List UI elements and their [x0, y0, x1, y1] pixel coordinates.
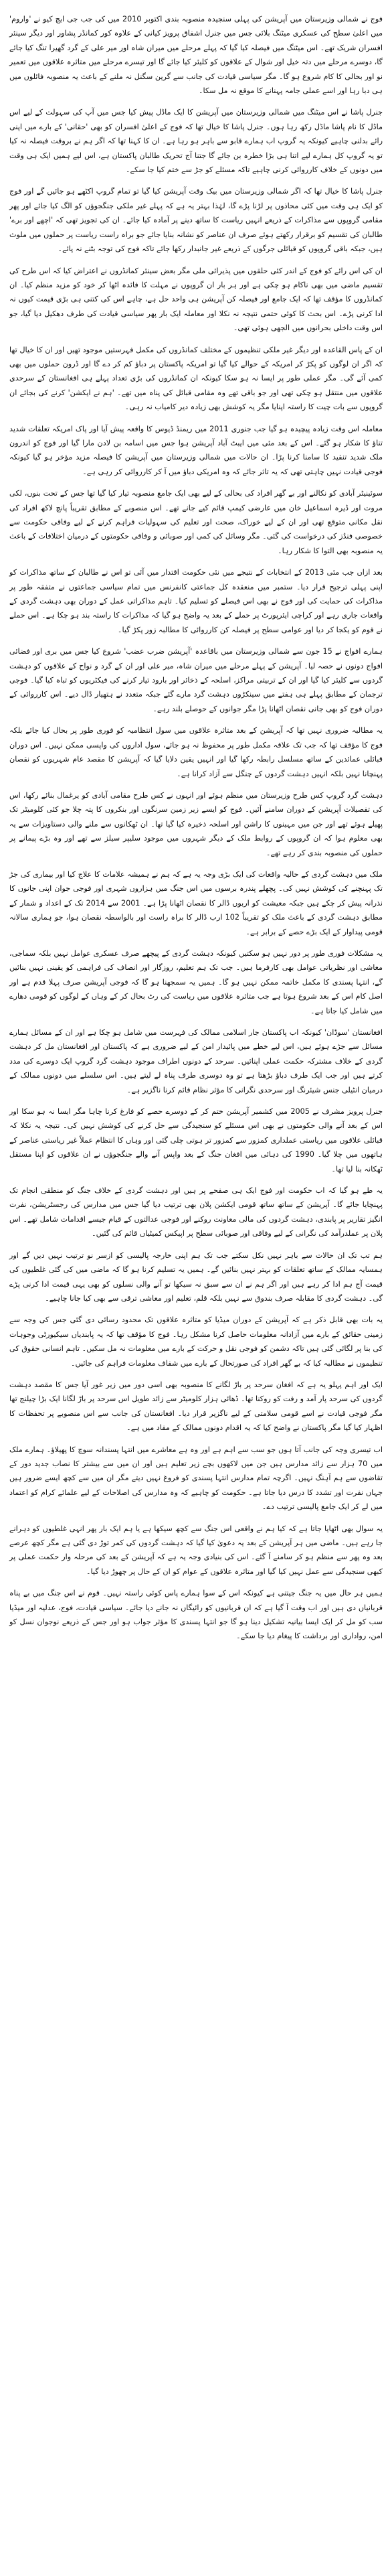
paragraph-13: یہ مشکلات فوری طور پر دور نہیں ہو سکتیں کیونکہ دہشت گردی کے پیچھے صرف عسکری عوامل نہیں بلکہ سماجی، معاشی اور نظریاتی عوامل بھی کارفرما ہیں۔ جب تک ہم تعلیم، روزگار اور انصاف کی فراہمی کو یقینی نہیں بنائیں گے، انتہا پسندی کا مکمل خاتمہ ممکن نہیں ہو گا۔ ہمیں یہ سمجھنا ہو گا کہ فوجی آپریشن صرف پہلا قدم ہے اور اصل کام اس کے بعد شروع ہوتا ہے جب متاثرہ علاقوں میں ریاست کی رٹ بحال کر کے وہاں کے لوگوں کو قومی دھارے میں شامل کیا جاتا ہے۔ — [9, 948, 383, 1015]
paragraph-16: یہ طے ہو گیا کہ اب حکومت اور فوج ایک ہی صفحے پر ہیں اور دہشت گردی کے خلاف جنگ کو منطقی انجام تک پہنچایا جائے گا۔ آپریشن کے ساتھ ساتھ قومی ایکشن پلان بھی ترتیب دیا گیا جس میں مدارس کی رجسٹریشن، نفرت انگیز تقاریر پر پابندی، دہشت گردوں کی مالی معاونت روکنے اور فوجی عدالتوں کے قیام جیسے اقدامات شامل تھے۔ اس پلان پر عملدرآمد کی نگرانی کے لیے وفاقی اور صوبائی سطح پر اپیکس کمیٹیاں قائم کی گئیں۔ — [9, 1186, 383, 1238]
paragraph-4: ان کی اس رائے کو فوج کے اندر کئی حلقوں میں پذیرائی ملی مگر بعض سینئر کمانڈروں نے اعتراض کیا کہ اس طرح کی تقسیم ماضی میں بھی ناکام ہو چکی ہے اور ہر بار ان گروپوں نے مہلت کا فائدہ اٹھا کر خود کو مزید منظم کیا۔ ان کمانڈروں کا مؤقف تھا کہ ایک جامع اور فیصلہ کن آپریشن ہی واحد حل ہے، چاہے اس کی کتنی ہی بڑی قیمت کیوں نہ ادا کرنی پڑے۔ اس بحث کا کوئی حتمی نتیجہ نہ نکلا اور معاملہ ایک بار پھر سیاسی قیادت کی طرف دھکیل دیا گیا، جو اس وقت داخلی بحرانوں میں الجھی ہوئی تھی۔ — [9, 266, 383, 333]
article-body — [9, 12, 383, 1644]
paragraph-5: ان کے پاس القاعدہ اور دیگر غیر ملکی تنظیموں کے مختلف کمانڈروں کی مکمل فہرستیں موجود تھیں اور ان کا خیال تھا کہ اگر ان لوگوں کو پکڑ کر امریکہ کے حوالے کیا گیا تو امریکہ پاکستان پر دباؤ کم کر دے گا اور ڈرون حملوں میں بھی کمی آئے گی۔ مگر عملی طور پر ایسا نہ ہو سکا کیونکہ ان کمانڈروں کی بڑی تعداد پہلے ہی افغانستان کے سرحدی علاقوں میں منتقل ہو چکی تھی اور جو باقی تھے وہ مقامی قبائل کی پناہ میں تھے۔ 'ہم نے ایکشن' کرنے کی بجائے ان گروپوں سے بات چیت کا راستہ اپنایا مگر یہ کوشش بھی زیادہ دیر کامیاب نہ رہی۔ — [9, 345, 383, 412]
paragraph-22: ہمیں ہر حال میں یہ جنگ جیتنی ہے کیونکہ اس کے سوا ہمارے پاس کوئی راستہ نہیں۔ قوم نے اس جنگ میں بے پناہ قربانیاں دی ہیں اور اب وقت آ گیا ہے کہ ان قربانیوں کو رائیگاں نہ جانے دیا جائے۔ سیاسی قیادت، فوج، عدلیہ اور میڈیا سب کو مل کر ایک ایسا بیانیہ تشکیل دینا ہو گا جو انتہا پسندی کا مؤثر جواب ہو اور جس کے ذریعے نوجوان نسل کو امن، رواداری اور برداشت کا پیغام دیا جا سکے۔ — [9, 1589, 383, 1641]
paragraph-14: افغانستان 'سوڈان' کیونکہ اب پاکستان جار اسلامی ممالک کی فہرست میں شامل ہو چکا ہے اور ان کے مسائل ہمارے مسائل سے جڑے ہوئے ہیں، اس لیے خطے میں پائیدار امن کے لیے ضروری ہے کہ پاکستان اور افغانستان مل کر دہشت گردی کے خلاف مشترکہ حکمت عملی اپنائیں۔ سرحد کے دونوں اطراف موجود دہشت گرد گروپ ایک دوسرے کی مدد کرتے ہیں اور جب ایک طرف دباؤ بڑھتا ہے تو وہ دوسری طرف پناہ لے لیتے ہیں۔ اس سلسلے میں دونوں ممالک کے درمیان انٹیلی جنس شیئرنگ اور سرحدی نگرانی کا مؤثر نظام قائم کرنا ناگزیر ہے۔ — [9, 1028, 383, 1094]
paragraph-8: بعد ازاں جب مئی 2013 کے انتخابات کے نتیجے میں نئی حکومت اقتدار میں آئی تو اس نے طالبان کے ساتھ مذاکرات کو اپنی پہلی ترجیح قرار دیا۔ ستمبر میں منعقدہ کل جماعتی کانفرنس میں تمام سیاسی جماعتوں نے متفقہ طور پر مذاکرات کی حمایت کی اور فوج نے بھی اس فیصلے کو تسلیم کیا۔ تاہم مذاکراتی عمل کے دوران بھی دہشت گردی کے واقعات جاری رہے اور کراچی ایئرپورٹ پر حملے کے بعد یہ واضح ہو گیا کہ مذاکرات کا راستہ بند ہو چکا ہے۔ اس حملے نے قوم کو یکجا کر دیا اور عوامی سطح پر فیصلہ کن کارروائی کا مطالبہ زور پکڑ گیا۔ — [9, 568, 383, 634]
paragraph-3: جنرل پاشا کا خیال تھا کہ اگر شمالی وزیرستان میں بیک وقت آپریشن کیا گیا تو تمام گروپ اکٹھے ہو جائیں گے اور فوج کو ایک ہی وقت میں کئی محاذوں پر لڑنا پڑے گا، لہٰذا بہتر یہ ہے کہ پہلے غیر ملکی جنگجوؤں کو الگ کیا جائے اور پھر مقامی گروپوں سے مذاکرات کے ذریعے انہیں ریاست کا ساتھ دینے پر آمادہ کیا جائے۔ ان کی تجویز تھی کہ 'اچھے اور برے' طالبان کی تقسیم کو برقرار رکھتے ہوئے صرف ان عناصر کو نشانہ بنایا جائے جو براہ راست ریاست پر حملوں میں ملوث ہیں، جبکہ باقی گروپوں کو قبائلی جرگوں کے ذریعے غیر جانبدار رکھا جائے تاکہ فوج کی توجہ بٹنے نہ پائے۔ — [9, 187, 383, 254]
paragraph-11: دہشت گرد گروپ کس طرح وزیرستان میں منظم ہوئے اور انہوں نے کس طرح مقامی آبادی کو یرغمال بنائے رکھا، اس کی تفصیلات آپریشن کے دوران سامنے آئیں۔ فوج کو ایسے زیر زمین سرنگوں اور بنکروں کا پتہ چلا جو کئی کلومیٹر تک پھیلے ہوئے تھے اور جن میں مہینوں کا راشن اور اسلحہ ذخیرہ کیا گیا تھا۔ ان ٹھکانوں سے ملنے والی دستاویزات سے یہ بھی معلوم ہوا کہ ان گروپوں کے روابط ملک کے دیگر شہروں میں موجود سلیپر سیلز سے تھے اور وہ بڑے پیمانے پر حملوں کی منصوبہ بندی کر رہے تھے۔ — [9, 790, 383, 857]
paragraph-15: جنرل پرویز مشرف نے 2005 میں کشمیر آپریشن ختم کر کے دوسرے حصے کو فارغ کرنا چاہا مگر ایسا نہ ہو سکا اور اس کے بعد آنے والی حکومتوں نے بھی اس مسئلے کو سنجیدگی سے حل کرنے کی کوشش نہیں کی۔ نتیجہ یہ نکلا کہ قبائلی علاقوں میں ریاستی عملداری کمزور سے کمزور تر ہوتی چلی گئی اور وہاں کا انتظام عملاً غیر ریاستی عناصر کے ہاتھوں میں چلا گیا۔ 1990 کی دہائی میں افغان جنگ کے بعد واپس آنے والے جنگجوؤں نے ان علاقوں کو اپنا مستقل ٹھکانہ بنا لیا تھا۔ — [9, 1107, 383, 1173]
paragraph-18: یہ بات بھی قابل ذکر ہے کہ آپریشن کے دوران میڈیا کو متاثرہ علاقوں تک محدود رسائی دی گئی جس کی وجہ سے زمینی حقائق کے بارے میں آزادانہ معلومات حاصل کرنا مشکل رہا۔ فوج کا مؤقف تھا کہ یہ پابندیاں سیکیورٹی وجوہات کی بنا پر لگائی گئی ہیں تاکہ دشمن کو فوجی نقل و حرکت کے بارے میں معلومات نہ مل سکیں۔ تاہم انسانی حقوق کی تنظیموں نے مطالبہ کیا کہ بے گھر افراد کی صورتحال کے بارے میں شفاف معلومات فراہم کی جائیں۔ — [9, 1315, 383, 1368]
paragraph-19: ایک اور اہم پہلو یہ ہے کہ افغان سرحد پر باڑ لگانے کا منصوبہ بھی اسی دور میں زیر غور آیا جس کا مقصد دہشت گردوں کی سرحد پار آمد و رفت کو روکنا تھا۔ ڈھائی ہزار کلومیٹر سے زائد طویل اس سرحد پر باڑ لگانا ایک بڑا چیلنج تھا مگر فوجی قیادت نے اسے قومی سلامتی کے لیے ناگزیر قرار دیا۔ افغانستان کی جانب سے اس منصوبے پر تحفظات کا اظہار کیا گیا مگر پاکستان نے واضح کیا کہ یہ اقدام دونوں ممالک کے مفاد میں ہے۔ — [9, 1380, 383, 1433]
paragraph-7: سوئینیٹر آبادی کو نکالنے اور بے گھر افراد کی بحالی کے لیے بھی ایک جامع منصوبہ تیار کیا گیا تھا جس کے تحت بنوں، لکی مروت اور ڈیرہ اسماعیل خان میں عارضی کیمپ قائم کیے جانے تھے۔ اس منصوبے کے مطابق تقریباً پانچ لاکھ افراد کی نقل مکانی متوقع تھی اور ان کے لیے خوراک، صحت اور تعلیم کی سہولیات فراہم کرنے کے لیے وفاقی حکومت سے خصوصی فنڈز کی درخواست کی گئی۔ مگر وسائل کی کمی اور صوبائی و وفاقی حکومتوں کے درمیان اختلافات کے باعث یہ منصوبہ بھی التوا کا شکار رہا۔ — [9, 489, 383, 555]
paragraph-21: یہ سوال بھی اٹھایا جاتا ہے کہ کیا ہم نے واقعی اس جنگ سے کچھ سیکھا ہے یا ہم ایک بار پھر انہی غلطیوں کو دہرانے جا رہے ہیں۔ ماضی میں ہر آپریشن کے بعد یہ دعویٰ کیا گیا کہ دہشت گردوں کی کمر توڑ دی گئی ہے مگر کچھ عرصے بعد وہ پھر سے منظم ہو کر سامنے آ گئے۔ اس کی بنیادی وجہ یہ ہے کہ آپریشن کے بعد کی مرحلہ وار حکمت عملی پر کبھی سنجیدگی سے عمل نہیں کیا گیا اور متاثرہ علاقوں کے عوام کو ان کے حال پر چھوڑ دیا گیا۔ — [9, 1524, 383, 1576]
paragraph-9: ہمارے افواج نے 15 جون سے شمالی وزیرستان میں باقاعدہ 'آپریشن ضرب عضب' شروع کیا جس میں بری اور فضائی افواج دونوں نے حصہ لیا۔ آپریشن کے پہلے مرحلے میں میران شاہ، میر علی اور ان کے گرد و نواح کے علاقوں کو دہشت گردوں سے کلیئر کیا گیا اور ان کے تربیتی مراکز، اسلحہ کے ذخائر اور بارود تیار کرنے کی فیکٹریوں کو تباہ کیا گیا۔ فوجی ترجمان کے مطابق پہلے ہی ہفتے میں سینکڑوں دہشت گرد مارے گئے جبکہ متعدد نے ہتھیار ڈال دیے۔ اس کارروائی کے دوران فوج کو بھی جانی نقصان اٹھانا پڑا مگر جوانوں کے حوصلے بلند رہے۔ — [9, 647, 383, 713]
paragraph-20: اب تیسری وجہ کی جانب آتا ہوں جو سب سے اہم ہے اور وہ ہے معاشرے میں انتہا پسندانہ سوچ کا پھیلاؤ۔ ہمارے ملک میں 70 ہزار سے زائد مدارس ہیں جن میں لاکھوں بچے زیر تعلیم ہیں اور ان میں سے بیشتر کا نصاب جدید دور کے تقاضوں سے ہم آہنگ نہیں۔ اگرچہ تمام مدارس انتہا پسندی کو فروغ نہیں دیتے مگر ان میں سے کچھ ایسے ضرور ہیں جہاں نفرت اور تشدد کا درس دیا جاتا ہے۔ حکومت کو چاہیے کہ وہ مدارس کی اصلاحات کے لیے علمائے کرام کو اعتماد میں لے کر ایک جامع پالیسی ترتیب دے۔ — [9, 1445, 383, 1512]
paragraph-17: ہم تب تک ان حالات سے باہر نہیں نکل سکتے جب تک ہم اپنی خارجہ پالیسی کو ازسر نو ترتیب نہیں دیں گے اور ہمسایہ ممالک کے ساتھ تعلقات کو بہتر نہیں بنائیں گے۔ ہمیں یہ تسلیم کرنا ہو گا کہ ماضی میں کی گئی غلطیوں کی قیمت آج ہم ادا کر رہے ہیں اور اگر ہم نے ان سے سبق نہ سیکھا تو آنے والی نسلوں کو بھی یہی قیمت ادا کرنی پڑے گی۔ دہشت گردی کا مقابلہ صرف بندوق سے نہیں بلکہ قلم، تعلیم اور معاشی ترقی سے بھی کیا جانا چاہیے۔ — [9, 1250, 383, 1303]
paragraph-10: یہ مطالبہ ضروری نہیں تھا کہ آپریشن کے بعد متاثرہ علاقوں میں سول انتظامیہ کو فوری طور پر بحال کیا جائے بلکہ فوج کا مؤقف تھا کہ جب تک علاقہ مکمل طور پر محفوظ نہ ہو جائے، سول اداروں کی واپسی ممکن نہیں۔ اس دوران قبائلی عمائدین کے ساتھ مسلسل رابطہ رکھا گیا اور انہیں یقین دلایا گیا کہ آپریشن کا مقصد عام شہریوں کو نقصان پہنچانا نہیں بلکہ انہیں دہشت گردوں کے چنگل سے آزاد کرانا ہے۔ — [9, 726, 383, 778]
paragraph-2: جنرل پاشا نے اس میٹنگ میں شمالی وزیرستان میں آپریشن کا ایک ماڈل پیش کیا جس میں آپ کی سہولت کے لیے اس ماڈل کا نام پاشا ماڈل رکھ رہا ہوں۔ جنرل پاشا کا خیال تھا کہ فوج کے اعلیٰ افسران کو بھی 'حقانی' کے بارے میں اپنی رائے بدلنی چاہیے کیونکہ یہ گروپ اب ہمارے قابو سے باہر ہو رہا ہے۔ ان کا کہنا تھا کہ اگر ہم نے بروقت فیصلہ نہ کیا تو یہ گروپ کل ہمارے لیے اتنا ہی بڑا خطرہ بن جائے گا جتنا آج تحریک طالبان پاکستان ہے، اس لیے ہمیں ایک ہی وقت میں دونوں کے خلاف کارروائی کرنی چاہیے تاکہ مسئلے کو جڑ سے ختم کیا جا سکے۔ — [9, 108, 383, 175]
paragraph-6: معاملہ اس وقت زیادہ پیچیدہ ہو گیا جب جنوری 2011 میں ریمنڈ ڈیوس کا واقعہ پیش آیا اور پاک امریکہ تعلقات شدید تناؤ کا شکار ہو گئے۔ اس کے بعد مئی میں ایبٹ آباد آپریشن ہوا جس میں اسامہ بن لادن مارا گیا اور فوج کو اندرون ملک شدید تنقید کا سامنا کرنا پڑا۔ ان حالات میں شمالی وزیرستان میں آپریشن کا فیصلہ مزید مؤخر ہو گیا کیونکہ فوجی قیادت نہیں چاہتی تھی کہ یہ تاثر جائے کہ وہ امریکی دباؤ میں آ کر کارروائی کر رہی ہے۔ — [9, 424, 383, 476]
paragraph-1: فوج نے شمالی وزیرستان میں آپریشن کی پہلی سنجیدہ منصوبہ بندی اکتوبر 2010 میں کی جب جی ایچ کیو نے 'واروم' میں اعلیٰ سطح کی عسکری میٹنگ بلائی جس میں جنرل اشفاق پرویز کیانی کے علاوہ کور کمانڈر پشاور اور دیگر سینئر افسران شریک تھے۔ اس میٹنگ میں فیصلہ کیا گیا کہ پہلے مرحلے میں میران شاہ اور میر علی کے گرد گھیرا تنگ کیا جائے گا، دوسرے مرحلے میں دتہ خیل اور شوال کے علاقوں کو کلیئر کیا جائے گا اور تیسرے مرحلے میں متاثرہ علاقوں میں تعمیر نو اور بحالی کا کام شروع ہو گا۔ مگر سیاسی قیادت کی جانب سے گرین سگنل نہ ملنے کے باعث یہ منصوبہ فائلوں میں ہی دبا رہا اور اسے عملی جامہ پہنانے کا موقع نہ مل سکا۔ — [9, 15, 383, 96]
paragraph-12: ملک میں دہشت گردی کے حالیہ واقعات کی ایک بڑی وجہ یہ ہے کہ ہم نے ہمیشہ علامات کا علاج کیا اور بیماری کی جڑ تک پہنچنے کی کوشش نہیں کی۔ پچھلے پندرہ برسوں میں اس جنگ میں ہزاروں شہری اور فوجی جوان اپنی جانوں کا نذرانہ پیش کر چکے ہیں جبکہ معیشت کو اربوں ڈالر کا نقصان اٹھانا پڑا ہے۔ 2001 سے 2014 تک کے اعداد و شمار کے مطابق دہشت گردی کے باعث ملک کو تقریباً 102 ارب ڈالر کا براہ راست اور بالواسطہ نقصان ہوا، جو ہماری سالانہ قومی پیداوار کے ایک بڑے حصے کے برابر ہے۔ — [9, 869, 383, 936]
